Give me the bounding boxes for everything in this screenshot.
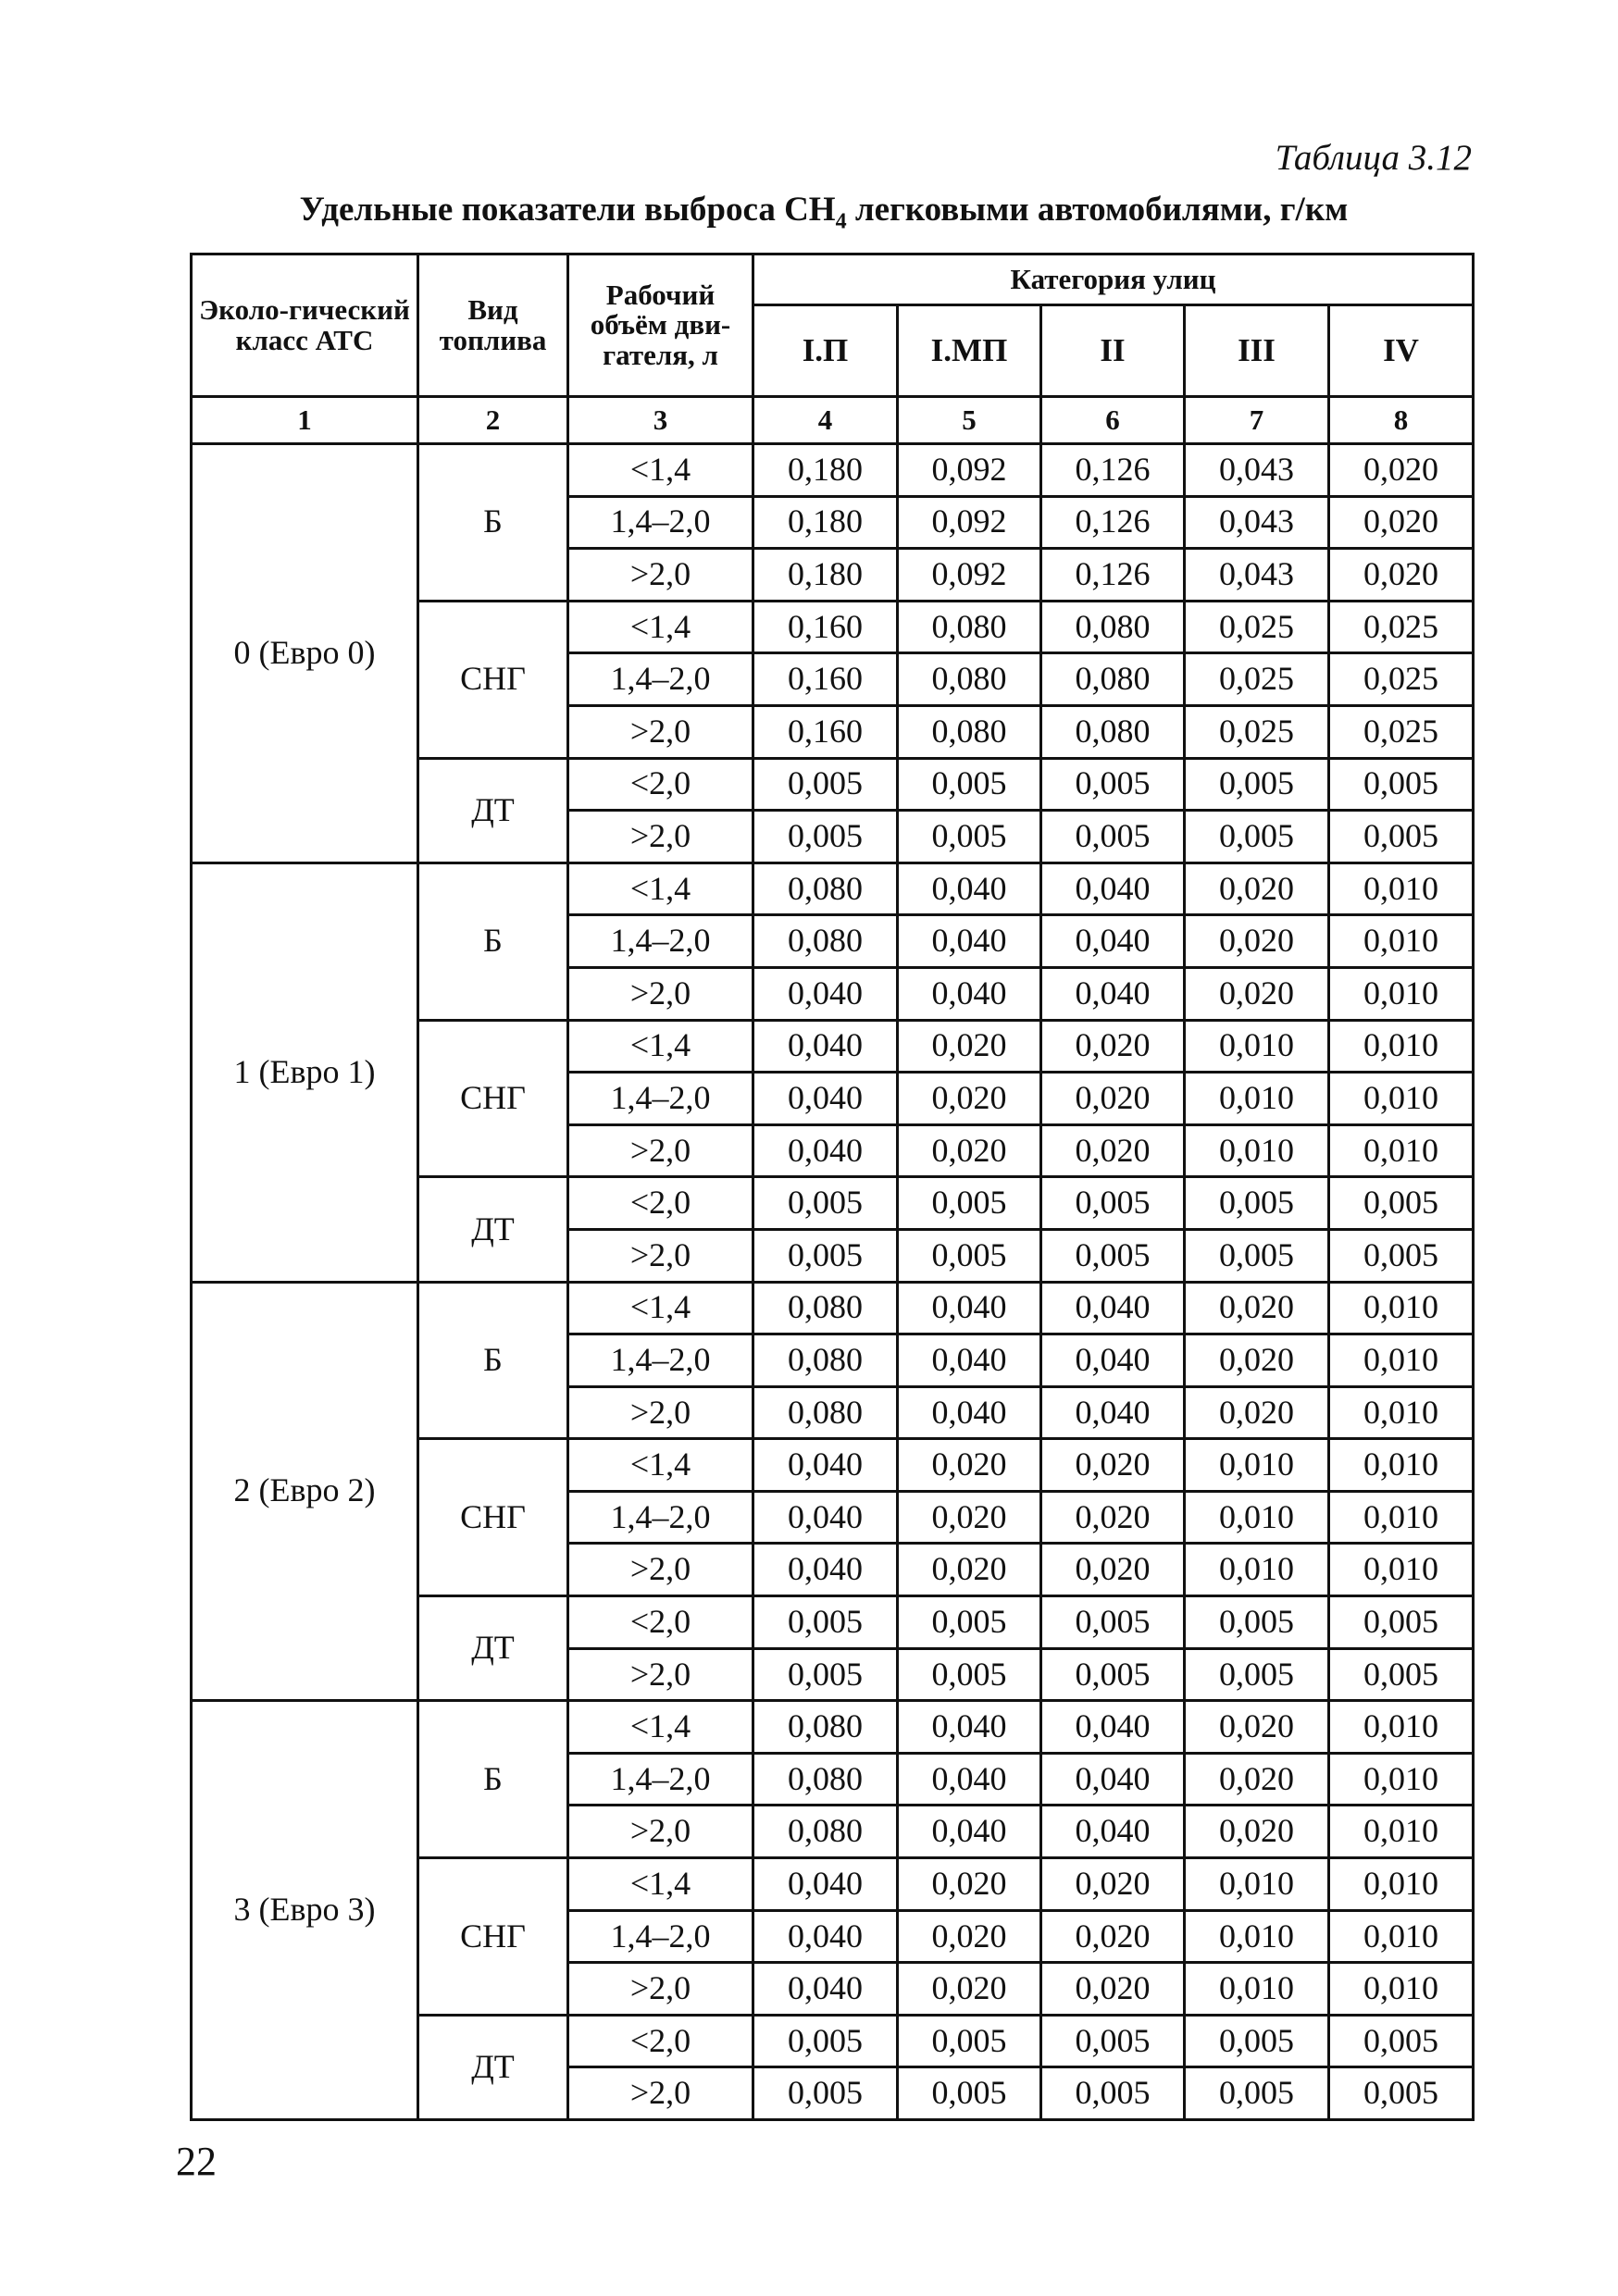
engine-volume-cell: <1,4 xyxy=(568,1020,753,1073)
emission-value-cell: 0,080 xyxy=(1041,705,1185,758)
table-caption xyxy=(176,190,1472,234)
fuel-type-cell: СНГ xyxy=(418,1858,568,2016)
emission-value-cell: 0,020 xyxy=(1329,549,1474,602)
emission-value-cell: 0,005 xyxy=(898,1177,1041,1230)
emission-value-cell: 0,010 xyxy=(1329,1858,1474,1911)
emission-value-cell: 0,020 xyxy=(1041,1124,1185,1177)
emission-value-cell: 0,020 xyxy=(898,1910,1041,1963)
table-number: Таблица 3.12 xyxy=(1275,138,1472,178)
column-number: 4 xyxy=(753,397,898,444)
emission-value-cell: 0,005 xyxy=(1041,1648,1185,1701)
emission-value-cell: 0,010 xyxy=(1329,1439,1474,1492)
emission-value-cell: 0,025 xyxy=(1185,705,1329,758)
emission-value-cell: 0,040 xyxy=(753,967,898,1020)
emission-value-cell: 0,020 xyxy=(1185,1334,1329,1387)
emission-value-cell: 0,005 xyxy=(1185,811,1329,863)
emission-value-cell: 0,040 xyxy=(1041,1386,1185,1439)
caption-text-before: Удельные показатели выброса CH xyxy=(299,191,836,229)
engine-volume-cell: >2,0 xyxy=(568,1386,753,1439)
engine-volume-cell: <1,4 xyxy=(568,1282,753,1334)
emission-value-cell: 0,005 xyxy=(753,1229,898,1282)
emission-value-cell: 0,092 xyxy=(898,549,1041,602)
emission-value-cell: 0,005 xyxy=(1185,2067,1329,2120)
emission-value-cell: 0,080 xyxy=(1041,601,1185,653)
emission-value-cell: 0,005 xyxy=(1329,758,1474,811)
engine-volume-cell: <1,4 xyxy=(568,601,753,653)
emission-value-cell: 0,025 xyxy=(1185,601,1329,653)
emission-value-cell: 0,005 xyxy=(1329,1596,1474,1649)
emission-value-cell: 0,010 xyxy=(1329,1701,1474,1754)
emission-value-cell: 0,005 xyxy=(1185,1177,1329,1230)
header-category: I.П xyxy=(753,305,898,397)
emission-value-cell: 0,010 xyxy=(1329,1386,1474,1439)
emission-value-cell: 0,005 xyxy=(1041,1229,1185,1282)
emission-value-cell: 0,080 xyxy=(1041,653,1185,706)
emission-value-cell: 0,040 xyxy=(898,1334,1041,1387)
emission-value-cell: 0,005 xyxy=(1041,2015,1185,2067)
emission-value-cell: 0,126 xyxy=(1041,549,1185,602)
engine-volume-cell: <2,0 xyxy=(568,758,753,811)
emission-value-cell: 0,005 xyxy=(753,811,898,863)
emission-value-cell: 0,020 xyxy=(1041,1963,1185,2016)
emission-value-cell: 0,040 xyxy=(898,915,1041,968)
engine-volume-cell: 1,4–2,0 xyxy=(568,653,753,706)
emission-value-cell: 0,020 xyxy=(1185,1806,1329,1858)
eco-class-cell: 0 (Евро 0) xyxy=(192,444,418,863)
emission-value-cell: 0,005 xyxy=(898,2015,1041,2067)
emission-value-cell: 0,040 xyxy=(753,1858,898,1911)
header-category: II xyxy=(1041,305,1185,397)
engine-volume-cell: >2,0 xyxy=(568,967,753,1020)
emission-value-cell: 0,005 xyxy=(898,1229,1041,1282)
emission-value-cell: 0,040 xyxy=(898,1701,1041,1754)
emission-value-cell: 0,040 xyxy=(898,1753,1041,1806)
header-eco-class: Эколо-гический класс АТС xyxy=(192,254,418,397)
emission-value-cell: 0,020 xyxy=(898,1544,1041,1596)
emission-value-cell: 0,080 xyxy=(753,1282,898,1334)
emission-value-cell: 0,040 xyxy=(753,1124,898,1177)
column-number: 8 xyxy=(1329,397,1474,444)
emission-value-cell: 0,010 xyxy=(1329,1910,1474,1963)
emission-value-cell: 0,010 xyxy=(1329,1544,1474,1596)
emission-value-cell: 0,040 xyxy=(753,1491,898,1544)
emission-value-cell: 0,040 xyxy=(753,1020,898,1073)
fuel-type-cell: Б xyxy=(418,444,568,602)
caption-subscript: 4 xyxy=(835,209,847,234)
emission-value-cell: 0,010 xyxy=(1329,1282,1474,1334)
header-street-category: Категория улиц xyxy=(753,254,1474,305)
emission-value-cell: 0,080 xyxy=(898,653,1041,706)
emission-value-cell: 0,040 xyxy=(753,1910,898,1963)
engine-volume-cell: >2,0 xyxy=(568,705,753,758)
fuel-type-cell: Б xyxy=(418,863,568,1020)
fuel-type-cell: СНГ xyxy=(418,601,568,758)
column-number: 7 xyxy=(1185,397,1329,444)
emission-value-cell: 0,040 xyxy=(898,1386,1041,1439)
emission-value-cell: 0,040 xyxy=(753,1439,898,1492)
emission-value-cell: 0,005 xyxy=(1329,1229,1474,1282)
header-category: III xyxy=(1185,305,1329,397)
emission-value-cell: 0,180 xyxy=(753,444,898,497)
engine-volume-cell: <2,0 xyxy=(568,1596,753,1649)
engine-volume-cell: <1,4 xyxy=(568,863,753,915)
emission-value-cell: 0,010 xyxy=(1329,1334,1474,1387)
emission-value-cell: 0,005 xyxy=(1041,1177,1185,1230)
engine-volume-cell: <1,4 xyxy=(568,1858,753,1911)
emission-value-cell: 0,005 xyxy=(1185,1229,1329,1282)
emission-value-cell: 0,010 xyxy=(1329,1806,1474,1858)
emission-value-cell: 0,040 xyxy=(753,1544,898,1596)
emission-value-cell: 0,040 xyxy=(1041,1753,1185,1806)
fuel-type-cell: ДТ xyxy=(418,2015,568,2119)
eco-class-cell: 3 (Евро 3) xyxy=(192,1701,418,2120)
emission-value-cell: 0,010 xyxy=(1329,1491,1474,1544)
caption-text-after: легковыми автомобилями, г/км xyxy=(846,191,1349,229)
table-header xyxy=(192,254,1474,444)
emission-value-cell: 0,080 xyxy=(753,1753,898,1806)
emission-value-cell: 0,020 xyxy=(1041,1491,1185,1544)
header-category: IV xyxy=(1329,305,1474,397)
fuel-type-cell: СНГ xyxy=(418,1439,568,1596)
fuel-type-cell: СНГ xyxy=(418,1020,568,1177)
emission-value-cell: 0,020 xyxy=(898,1963,1041,2016)
emission-value-cell: 0,020 xyxy=(1329,496,1474,549)
emission-value-cell: 0,010 xyxy=(1329,1753,1474,1806)
emission-value-cell: 0,080 xyxy=(753,863,898,915)
emission-value-cell: 0,005 xyxy=(1185,2015,1329,2067)
emission-value-cell: 0,010 xyxy=(1329,967,1474,1020)
engine-volume-cell: <1,4 xyxy=(568,444,753,497)
emission-value-cell: 0,005 xyxy=(898,1596,1041,1649)
column-number: 1 xyxy=(192,397,418,444)
table-row xyxy=(192,863,1474,915)
emission-value-cell: 0,010 xyxy=(1329,915,1474,968)
engine-volume-cell: >2,0 xyxy=(568,1648,753,1701)
emission-value-cell: 0,020 xyxy=(1041,1020,1185,1073)
emission-value-cell: 0,080 xyxy=(753,1386,898,1439)
table-body xyxy=(192,444,1474,2120)
emission-value-cell: 0,005 xyxy=(1185,1596,1329,1649)
engine-volume-cell: >2,0 xyxy=(568,1229,753,1282)
engine-volume-cell: <2,0 xyxy=(568,1177,753,1230)
emission-value-cell: 0,020 xyxy=(1185,1282,1329,1334)
emission-value-cell: 0,005 xyxy=(898,758,1041,811)
emission-value-cell: 0,020 xyxy=(1041,1439,1185,1492)
emission-value-cell: 0,020 xyxy=(898,1858,1041,1911)
emission-value-cell: 0,005 xyxy=(1329,811,1474,863)
emission-value-cell: 0,160 xyxy=(753,705,898,758)
eco-class-cell: 1 (Евро 1) xyxy=(192,863,418,1282)
page-number: 22 xyxy=(176,2139,217,2184)
fuel-type-cell: Б xyxy=(418,1282,568,1439)
emission-value-cell: 0,010 xyxy=(1185,1020,1329,1073)
emission-value-cell: 0,010 xyxy=(1329,1124,1474,1177)
emission-value-cell: 0,010 xyxy=(1329,1963,1474,2016)
column-number: 5 xyxy=(898,397,1041,444)
emission-value-cell: 0,180 xyxy=(753,496,898,549)
emission-value-cell: 0,005 xyxy=(753,758,898,811)
header-engine-volume: Рабочий объём дви-гателя, л xyxy=(568,254,753,397)
emission-value-cell: 0,010 xyxy=(1329,1073,1474,1125)
emission-value-cell: 0,005 xyxy=(753,1177,898,1230)
emission-value-cell: 0,040 xyxy=(898,1282,1041,1334)
emission-value-cell: 0,010 xyxy=(1185,1124,1329,1177)
emission-value-cell: 0,010 xyxy=(1185,1858,1329,1911)
engine-volume-cell: <2,0 xyxy=(568,2015,753,2067)
emission-value-cell: 0,010 xyxy=(1329,863,1474,915)
emission-value-cell: 0,040 xyxy=(753,1073,898,1125)
emission-value-cell: 0,005 xyxy=(1185,758,1329,811)
emission-value-cell: 0,010 xyxy=(1185,1963,1329,2016)
emission-value-cell: 0,020 xyxy=(1041,1858,1185,1911)
emission-value-cell: 0,180 xyxy=(753,549,898,602)
engine-volume-cell: >2,0 xyxy=(568,1806,753,1858)
emission-value-cell: 0,025 xyxy=(1329,601,1474,653)
emission-value-cell: 0,005 xyxy=(1329,2067,1474,2120)
emission-value-cell: 0,010 xyxy=(1185,1491,1329,1544)
emission-value-cell: 0,020 xyxy=(1041,1910,1185,1963)
column-number: 2 xyxy=(418,397,568,444)
fuel-type-cell: ДТ xyxy=(418,758,568,863)
engine-volume-cell: 1,4–2,0 xyxy=(568,1334,753,1387)
emission-value-cell: 0,040 xyxy=(898,967,1041,1020)
emission-value-cell: 0,160 xyxy=(753,601,898,653)
table-row xyxy=(192,1282,1474,1334)
emission-value-cell: 0,160 xyxy=(753,653,898,706)
emission-value-cell: 0,020 xyxy=(1185,915,1329,968)
engine-volume-cell: 1,4–2,0 xyxy=(568,1073,753,1125)
emission-value-cell: 0,020 xyxy=(898,1491,1041,1544)
emission-value-cell: 0,005 xyxy=(1041,811,1185,863)
emission-value-cell: 0,043 xyxy=(1185,444,1329,497)
engine-volume-cell: >2,0 xyxy=(568,811,753,863)
emission-value-cell: 0,040 xyxy=(1041,915,1185,968)
emission-value-cell: 0,126 xyxy=(1041,444,1185,497)
emission-value-cell: 0,126 xyxy=(1041,496,1185,549)
emission-value-cell: 0,040 xyxy=(898,863,1041,915)
column-number: 3 xyxy=(568,397,753,444)
emission-value-cell: 0,092 xyxy=(898,496,1041,549)
emission-value-cell: 0,005 xyxy=(898,1648,1041,1701)
emission-value-cell: 0,025 xyxy=(1185,653,1329,706)
emission-value-cell: 0,005 xyxy=(753,1648,898,1701)
emission-value-cell: 0,005 xyxy=(753,2015,898,2067)
emission-value-cell: 0,020 xyxy=(1185,1701,1329,1754)
fuel-type-cell: ДТ xyxy=(418,1177,568,1282)
engine-volume-cell: 1,4–2,0 xyxy=(568,1910,753,1963)
emission-value-cell: 0,010 xyxy=(1329,1020,1474,1073)
column-number: 6 xyxy=(1041,397,1185,444)
emission-value-cell: 0,043 xyxy=(1185,496,1329,549)
emission-table xyxy=(190,253,1475,2121)
emission-value-cell: 0,005 xyxy=(1329,1648,1474,1701)
emission-value-cell: 0,043 xyxy=(1185,549,1329,602)
emission-value-cell: 0,080 xyxy=(753,915,898,968)
emission-value-cell: 0,005 xyxy=(1041,2067,1185,2120)
emission-value-cell: 0,080 xyxy=(898,601,1041,653)
emission-value-cell: 0,005 xyxy=(1329,2015,1474,2067)
emission-value-cell: 0,040 xyxy=(1041,863,1185,915)
emission-value-cell: 0,005 xyxy=(898,2067,1041,2120)
emission-value-cell: 0,040 xyxy=(1041,1701,1185,1754)
emission-value-cell: 0,005 xyxy=(753,1596,898,1649)
engine-volume-cell: 1,4–2,0 xyxy=(568,915,753,968)
emission-value-cell: 0,005 xyxy=(1185,1648,1329,1701)
emission-value-cell: 0,020 xyxy=(898,1439,1041,1492)
emission-value-cell: 0,092 xyxy=(898,444,1041,497)
header-category: I.МП xyxy=(898,305,1041,397)
fuel-type-cell: Б xyxy=(418,1701,568,1858)
emission-value-cell: 0,040 xyxy=(1041,1282,1185,1334)
engine-volume-cell: >2,0 xyxy=(568,2067,753,2120)
emission-value-cell: 0,020 xyxy=(898,1124,1041,1177)
emission-value-cell: 0,005 xyxy=(753,2067,898,2120)
emission-value-cell: 0,020 xyxy=(1185,1386,1329,1439)
emission-value-cell: 0,040 xyxy=(1041,1334,1185,1387)
table-row xyxy=(192,444,1474,497)
engine-volume-cell: 1,4–2,0 xyxy=(568,1753,753,1806)
emission-value-cell: 0,020 xyxy=(1329,444,1474,497)
emission-value-cell: 0,020 xyxy=(1041,1544,1185,1596)
engine-volume-cell: <1,4 xyxy=(568,1439,753,1492)
emission-value-cell: 0,040 xyxy=(753,1963,898,2016)
engine-volume-cell: <1,4 xyxy=(568,1701,753,1754)
engine-volume-cell: >2,0 xyxy=(568,549,753,602)
emission-value-cell: 0,005 xyxy=(1041,758,1185,811)
emission-value-cell: 0,010 xyxy=(1185,1073,1329,1125)
emission-value-cell: 0,020 xyxy=(1185,1753,1329,1806)
table-row xyxy=(192,1701,1474,1754)
emission-value-cell: 0,080 xyxy=(753,1701,898,1754)
emission-value-cell: 0,020 xyxy=(1185,863,1329,915)
emission-value-cell: 0,005 xyxy=(1041,1596,1185,1649)
engine-volume-cell: >2,0 xyxy=(568,1124,753,1177)
emission-value-cell: 0,020 xyxy=(898,1020,1041,1073)
emission-value-cell: 0,040 xyxy=(1041,967,1185,1020)
emission-value-cell: 0,020 xyxy=(1185,967,1329,1020)
emission-value-cell: 0,025 xyxy=(1329,705,1474,758)
eco-class-cell: 2 (Евро 2) xyxy=(192,1282,418,1701)
emission-value-cell: 0,020 xyxy=(898,1073,1041,1125)
emission-value-cell: 0,005 xyxy=(898,811,1041,863)
emission-value-cell: 0,040 xyxy=(898,1806,1041,1858)
engine-volume-cell: 1,4–2,0 xyxy=(568,496,753,549)
header-fuel-type: Вид топлива xyxy=(418,254,568,397)
fuel-type-cell: ДТ xyxy=(418,1596,568,1701)
emission-value-cell: 0,020 xyxy=(1041,1073,1185,1125)
emission-value-cell: 0,010 xyxy=(1185,1544,1329,1596)
engine-volume-cell: 1,4–2,0 xyxy=(568,1491,753,1544)
emission-value-cell: 0,010 xyxy=(1185,1439,1329,1492)
emission-value-cell: 0,040 xyxy=(1041,1806,1185,1858)
emission-value-cell: 0,010 xyxy=(1185,1910,1329,1963)
emission-value-cell: 0,025 xyxy=(1329,653,1474,706)
emission-value-cell: 0,080 xyxy=(753,1806,898,1858)
engine-volume-cell: >2,0 xyxy=(568,1963,753,2016)
emission-value-cell: 0,005 xyxy=(1329,1177,1474,1230)
emission-value-cell: 0,080 xyxy=(898,705,1041,758)
engine-volume-cell: >2,0 xyxy=(568,1544,753,1596)
emission-value-cell: 0,080 xyxy=(753,1334,898,1387)
